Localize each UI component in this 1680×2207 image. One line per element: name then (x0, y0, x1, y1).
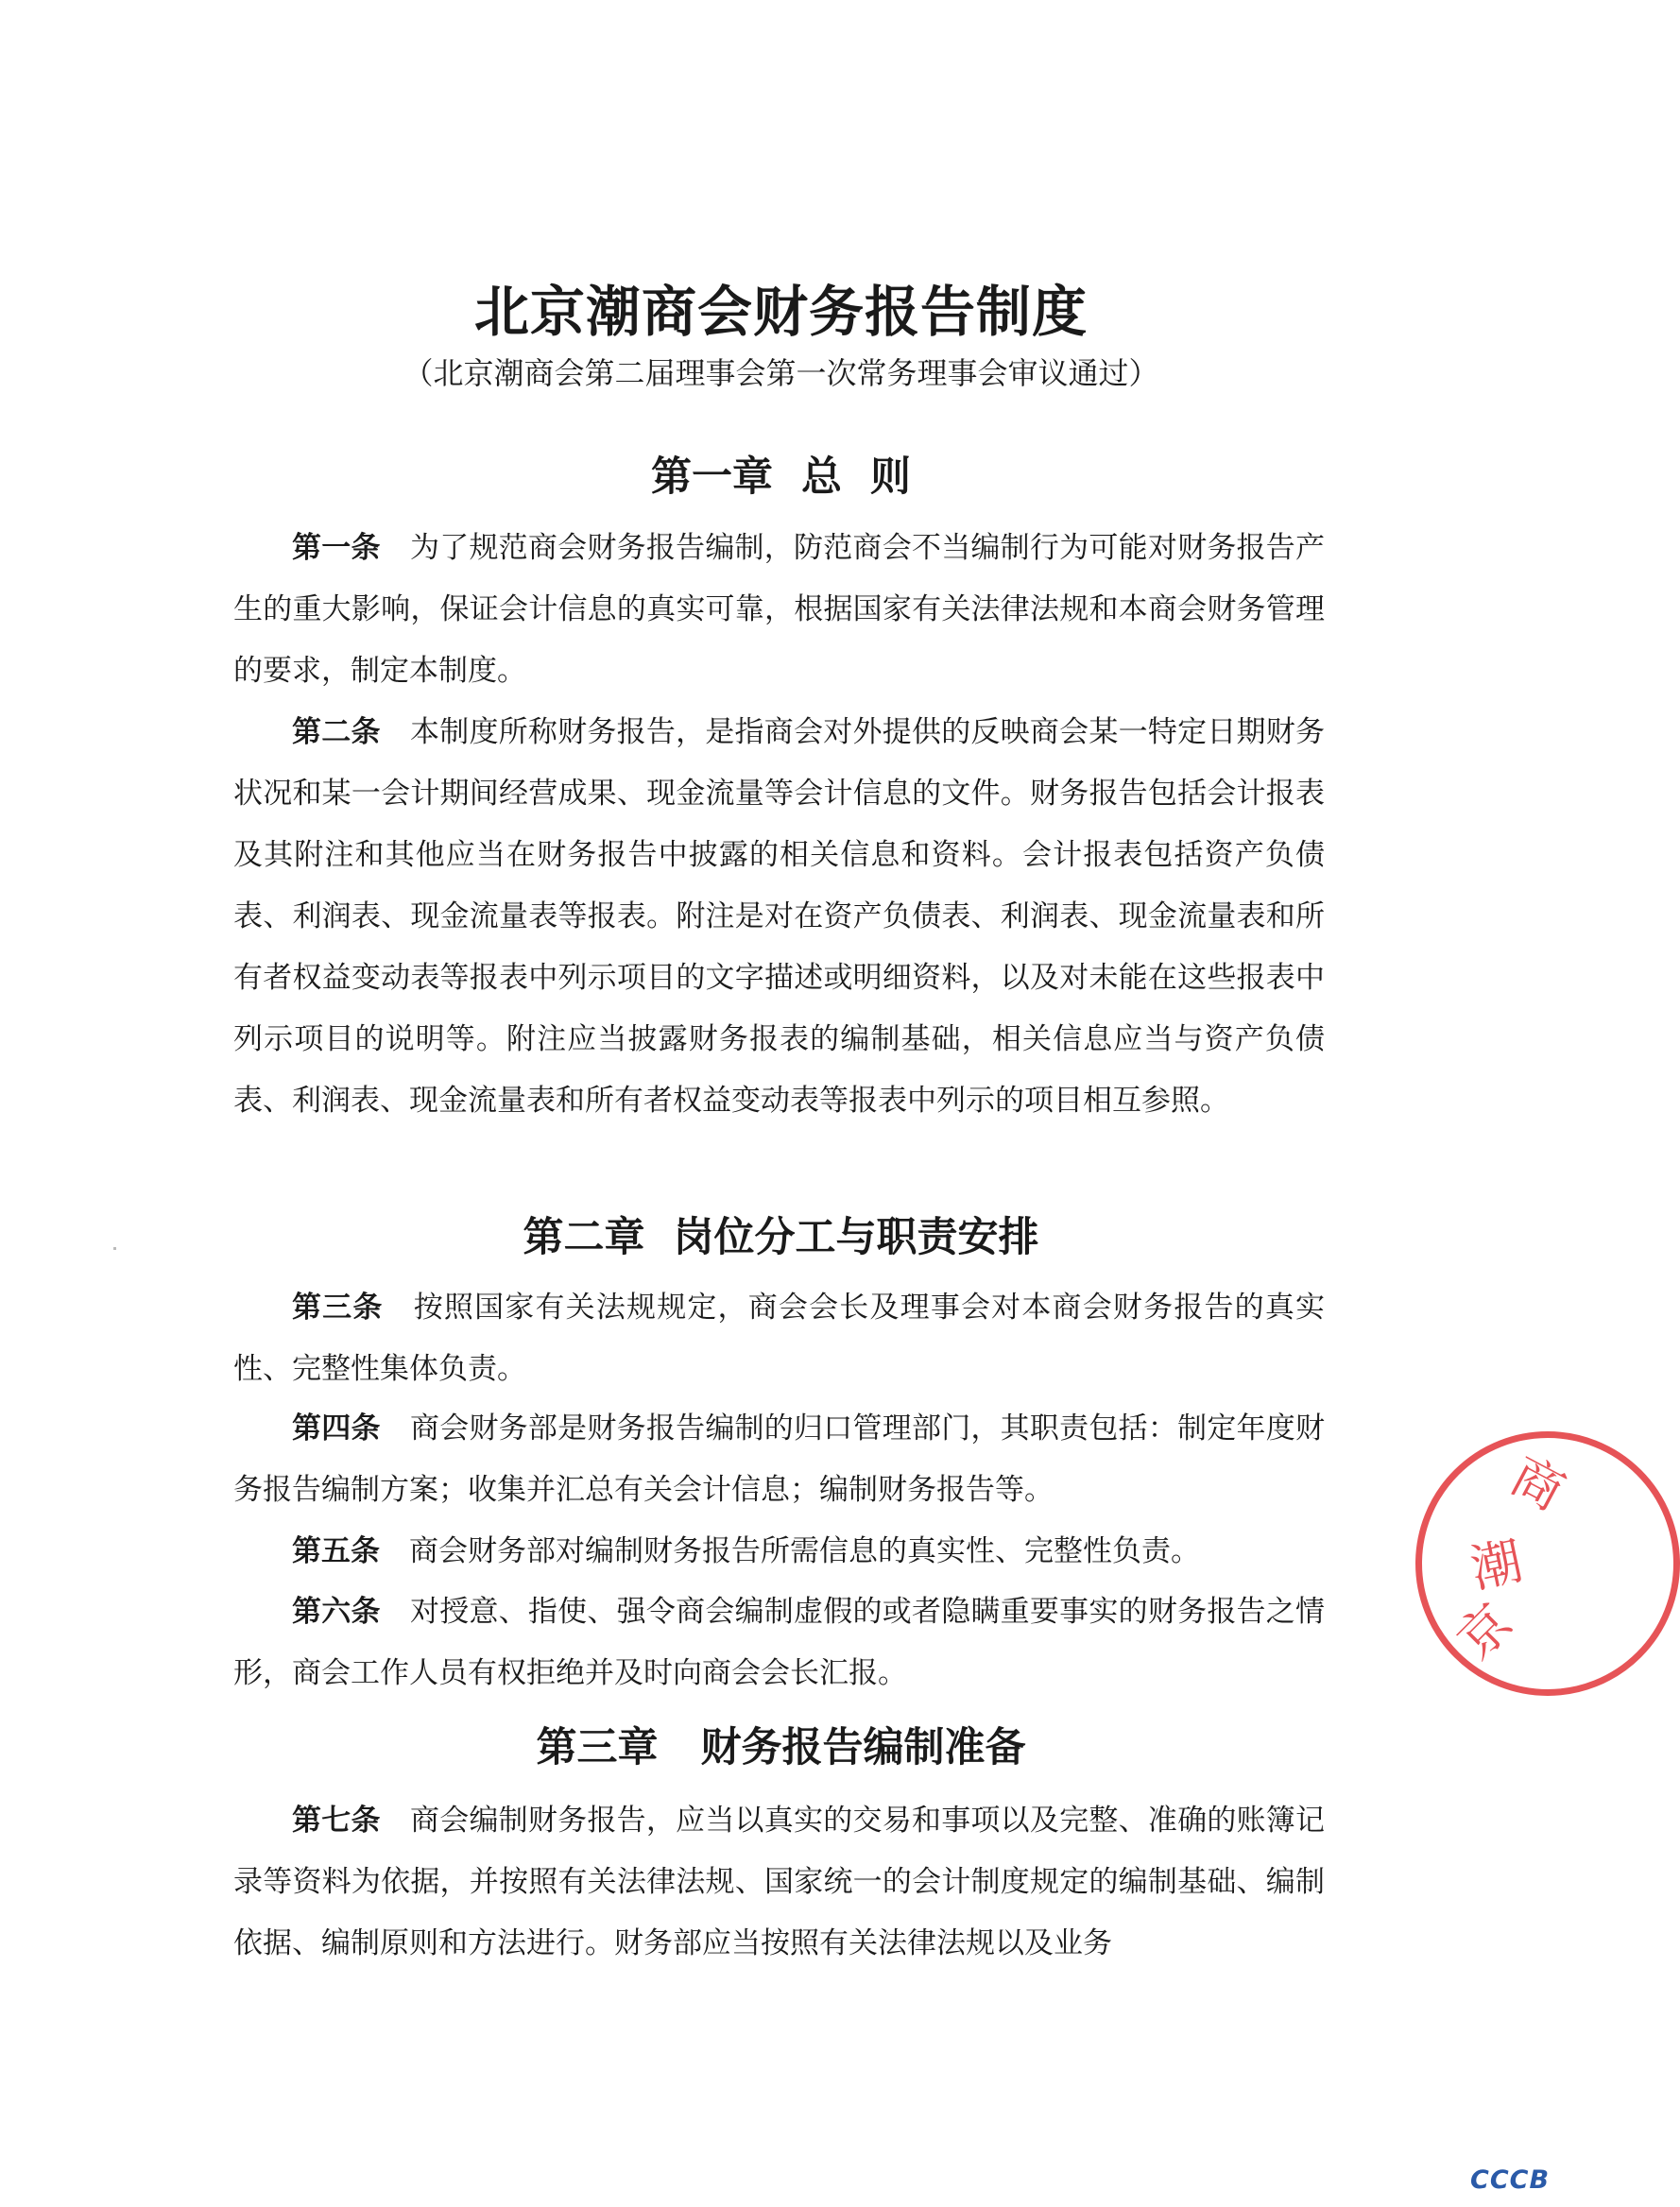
article-text: 按照国家有关法规规定，商会会长及理事会对本商会财务报告的真实性、完整性集体负责。 (233, 1291, 1326, 1386)
article-paragraph (233, 1277, 1325, 1400)
chapter-heading: 第二章 岗位分工与职责安排 (523, 1214, 1039, 1261)
seal-character: 潮 (1465, 1531, 1528, 1600)
official-seal-stamp (1415, 1431, 1680, 1696)
article-text: 本制度所称财务报告，是指商会对外提供的反映商会某一特定日期财务状况和某一会计期间经营成果、现金流量等会计信息的文件。财务报告包括会计报表及其附注和其他应当在财务报告中披露的相关信息和资料。会计报表包括资产负债表、利润表、现金流量表等报表。附注是对在资产负债表、利润表、现金流量表和所有者权益变动表等报表中列示项目的文字描述或明细资料，以及对未能在这些报表中列示项目的说明等。附注应当披露财务报表的编制基础，相关信息应当与资产负债表、利润表、现金流量表和所有者权益变动表等报表中列示的项目相互参照。 (233, 715, 1326, 1118)
article-paragraph (233, 1582, 1325, 1704)
scan-speck (113, 1247, 116, 1250)
chapter-heading: 第三章 财务报告编制准备 (536, 1724, 1026, 1771)
article-label: 第二条 (292, 715, 381, 749)
article-paragraph (233, 702, 1325, 1132)
article-text: 商会财务部是财务报告编制的归口管理部门，其职责包括：制定年度财务报告编制方案；收集并汇总有关会计信息；编制财务报告等。 (233, 1411, 1326, 1507)
article-paragraph (233, 1790, 1325, 1975)
document-title: 北京潮商会财务报告制度 (473, 280, 1088, 344)
article-paragraph (233, 518, 1325, 702)
article-text: 为了规范商会财务报告编制，防范商会不当编制行为可能对财务报告产生的重大影响，保证会计信息的真实可靠，根据国家有关法律法规和本商会财务管理的要求，制定本制度。 (233, 531, 1326, 688)
article-text: 商会编制财务报告，应当以真实的交易和事项以及完整、准确的账簿记录等资料为依据，并按照有关法律法规、国家统一的会计制度规定的编制基础、编制依据、编制原则和方法进行。财务部应当按照有关法律法规以及业务 (233, 1804, 1326, 1960)
chapter-heading: 第一章 总 则 (651, 453, 911, 501)
article-label: 第七条 (292, 1804, 381, 1838)
article-label: 第一条 (292, 531, 381, 565)
article-label: 第四条 (292, 1411, 381, 1446)
article-paragraph (233, 1521, 1325, 1583)
article-label: 第三条 (292, 1291, 384, 1325)
article-paragraph (233, 1398, 1325, 1521)
seal-character: 京 (1446, 1592, 1525, 1671)
article-label: 第六条 (292, 1595, 381, 1629)
document-subtitle: （北京潮商会第二届理事会第一次常务理事会审议通过） (403, 355, 1159, 391)
article-text: 对授意、指使、强令商会编制虚假的或者隐瞒重要事实的财务报告之情形，商会工作人员有权拒绝并及时向商会会长汇报。 (233, 1595, 1326, 1690)
seal-character: 商 (1500, 1446, 1574, 1523)
article-label: 第五条 (292, 1534, 380, 1568)
cccb-logo: CCCB (1470, 2165, 1551, 2195)
article-text: 商会财务部对编制财务报告所需信息的真实性、完整性负责。 (409, 1534, 1200, 1568)
